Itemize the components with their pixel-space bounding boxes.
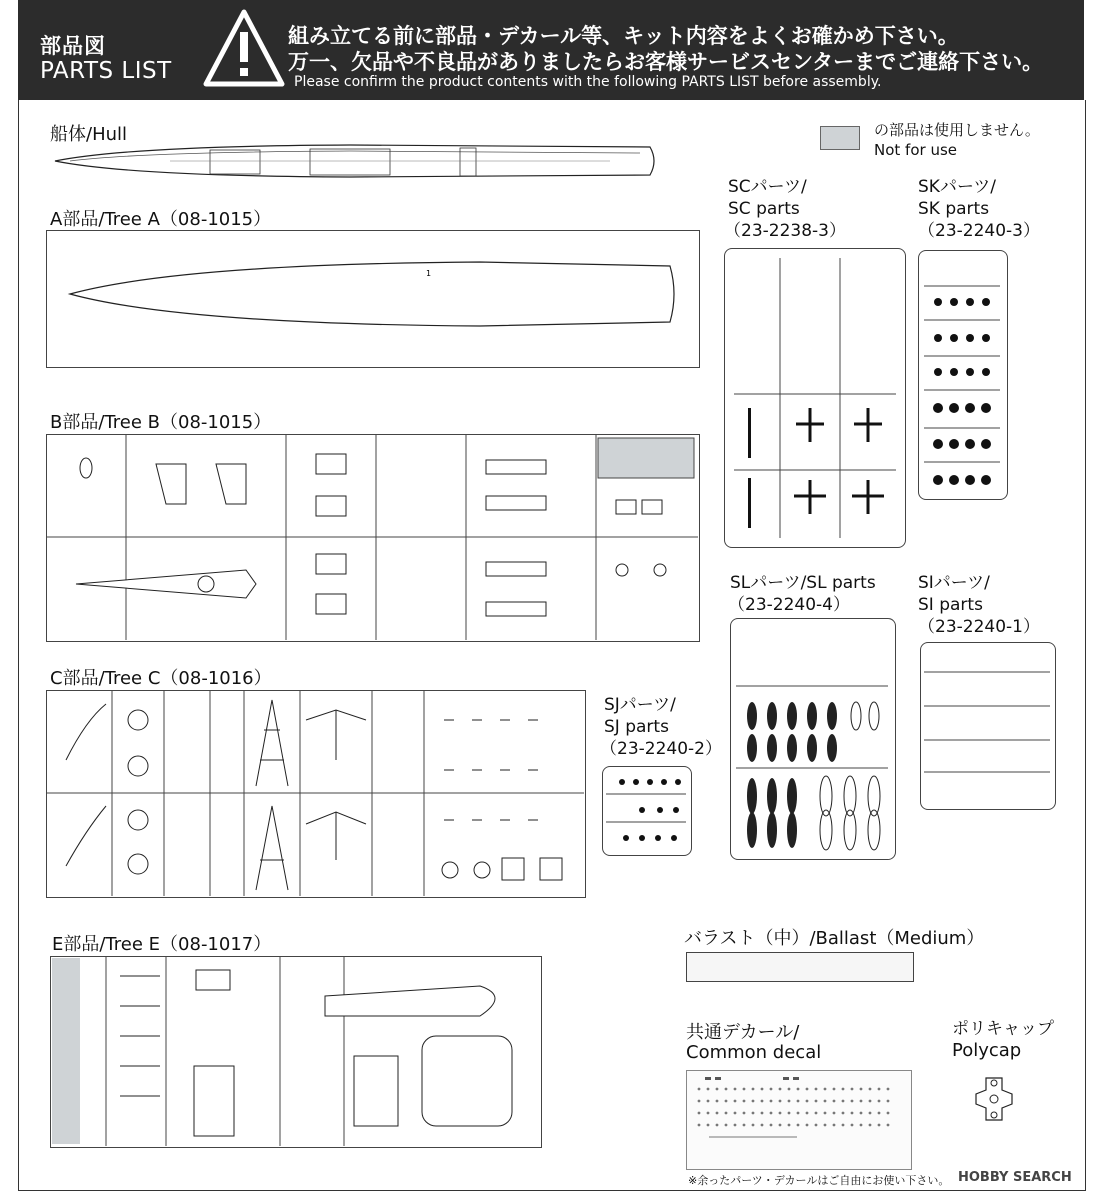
decal-dot [869,1088,872,1091]
decal-dot [698,1100,701,1103]
polycap-label-2: Polycap [952,1040,1022,1061]
sj-label-2: SJ parts [604,717,669,737]
sj-grid [602,766,690,854]
tree-a-label: A部品/Tree A（08-1015） [50,209,272,230]
decal-dot [860,1112,863,1115]
decal-dot [878,1088,881,1091]
decal-dot [734,1112,737,1115]
si-label-3: （23-2240-1） [918,617,1040,637]
sj-label-3: （23-2240-2） [600,739,722,759]
sc-grid [724,248,904,546]
sl-grid [730,618,894,858]
decal-dot [788,1088,791,1091]
sl-label-1: SLパーツ/SL parts [730,573,876,593]
tree-c-label: C部品/Tree C（08-1016） [50,668,272,689]
decal-dot [779,1124,782,1127]
sk-grid [918,250,1006,498]
decal-dot [779,1088,782,1091]
decal-dot [734,1088,737,1091]
header-banner [18,0,1084,100]
decal-sheet [686,1070,912,1170]
decal-dot [770,1124,773,1127]
not-used-en: Not for use [874,141,957,159]
decal-dot [815,1112,818,1115]
decal-dot [734,1124,737,1127]
decal-dot [842,1124,845,1127]
decal-dot [707,1124,710,1127]
tree-e-grid [50,956,540,1146]
not-used-swatch [820,126,860,150]
decal-dot [716,1112,719,1115]
decal-dot [752,1100,755,1103]
decal-dot [878,1100,881,1103]
decal-dot [725,1088,728,1091]
polycap-part [972,1074,1016,1124]
decal-dot [770,1100,773,1103]
decal-dot [734,1100,737,1103]
decal-dot [860,1088,863,1091]
decal-dot [716,1100,719,1103]
sl-label-2: （23-2240-4） [728,595,850,615]
decal-dot [743,1112,746,1115]
decal-dot [707,1100,710,1103]
decal-dot [770,1112,773,1115]
not-used-jp: の部品は使用しません。 [874,121,1040,139]
decal-dot [752,1088,755,1091]
decal-dot [824,1100,827,1103]
decal-dot [860,1100,863,1103]
hull-label: 船体/Hull [50,124,128,145]
decal-dot [815,1100,818,1103]
decal-dot [815,1124,818,1127]
si-label-2: SI parts [918,595,983,615]
decal-dot [842,1088,845,1091]
decal-dot [716,1124,719,1127]
sc-label-3: （23-2238-3） [724,221,846,241]
decal-dot [779,1112,782,1115]
decal-dot [698,1088,701,1091]
decal-dot [797,1100,800,1103]
decal-dot [833,1100,836,1103]
decal-dot [779,1100,782,1103]
decal-dot [851,1112,854,1115]
decal-dot [761,1124,764,1127]
decal-label-2: Common decal [686,1042,822,1063]
tree-a-part-1 [60,256,680,332]
decal-dot [698,1112,701,1115]
decal-dot [752,1124,755,1127]
notice-jp-line1: 組み立てる前に部品・デカール等、キット内容をよくお確かめ下さい。 [288,24,959,48]
decal-dot [770,1088,773,1091]
ballast-part [686,952,914,982]
decal-dot [761,1088,764,1091]
decal-dot [824,1124,827,1127]
decal-dot [716,1088,719,1091]
decal-dot [761,1100,764,1103]
polycap-label-1: ポリキャップ [952,1019,1054,1039]
decal-dot [860,1124,863,1127]
decal-dot [797,1124,800,1127]
page-title-en: PARTS LIST [40,58,172,84]
decal-dot [851,1100,854,1103]
hull-drawing [50,138,660,184]
decal-dot [851,1124,854,1127]
notice-en: Please confirm the product contents with the following PARTS LIST before assembly. [294,74,882,90]
decal-dot [806,1088,809,1091]
sc-label-2: SC parts [728,199,800,219]
warning-icon [202,8,286,88]
decal-dot [833,1112,836,1115]
decal-dot [707,1112,710,1115]
decal-dot [869,1100,872,1103]
decal-dot [725,1112,728,1115]
sc-label-1: SCパーツ/ [728,177,807,197]
svg-text:1: 1 [426,269,432,278]
decal-marks [687,1071,911,1169]
decal-dot [806,1124,809,1127]
decal-dot [887,1100,890,1103]
decal-dot [842,1100,845,1103]
decal-dot [869,1124,872,1127]
decal-dot [833,1124,836,1127]
decal-dot [806,1100,809,1103]
decal-dot [878,1112,881,1115]
not-used-legend [874,120,1040,160]
si-grid [920,642,1054,808]
decal-dot [869,1112,872,1115]
tree-b-label: B部品/Tree B（08-1015） [50,412,272,433]
decal-dot [788,1112,791,1115]
decal-dot [752,1112,755,1115]
decal-dot [815,1088,818,1091]
watermark: HOBBY SEARCH [958,1170,1072,1185]
tree-e-label: E部品/Tree E（08-1017） [52,934,272,955]
decal-dot [725,1100,728,1103]
decal-dot [761,1112,764,1115]
decal-dot [797,1088,800,1091]
decal-dot [887,1088,890,1091]
decal-dot [698,1124,701,1127]
sk-label-2: SK parts [918,199,990,219]
decal-dot [833,1088,836,1091]
decal-dot [887,1124,890,1127]
tree-b-grid [46,434,698,640]
decal-dot [788,1124,791,1127]
decal-dot [887,1112,890,1115]
decal-dot [824,1112,827,1115]
notice-jp-line2: 万一、欠品や不良品がありましたらお客様サービスセンターまでご連絡下さい。 [288,50,1044,74]
decal-dot [743,1124,746,1127]
decal-dot [851,1088,854,1091]
tree-c-grid [46,690,584,896]
decal-dot [797,1112,800,1115]
si-label-1: SIパーツ/ [918,573,990,593]
decal-dot [707,1088,710,1091]
decal-dot [842,1112,845,1115]
sk-label-3: （23-2240-3） [918,221,1040,241]
decal-dot [824,1088,827,1091]
decal-dot [743,1100,746,1103]
sk-label-1: SKパーツ/ [918,177,996,197]
page-title-jp: 部品図 [40,34,106,58]
decal-dot [878,1124,881,1127]
decal-label-1: 共通デカール/ [686,1022,800,1043]
sj-label-1: SJパーツ/ [604,695,676,715]
decal-dot [725,1124,728,1127]
decal-dot [788,1100,791,1103]
decal-dot [743,1088,746,1091]
decal-dot [806,1112,809,1115]
footnote: ※余ったパーツ・デカールはご自由にお使い下さい。 [688,1174,950,1187]
ballast-label: バラスト（中）/Ballast（Medium） [684,928,985,949]
